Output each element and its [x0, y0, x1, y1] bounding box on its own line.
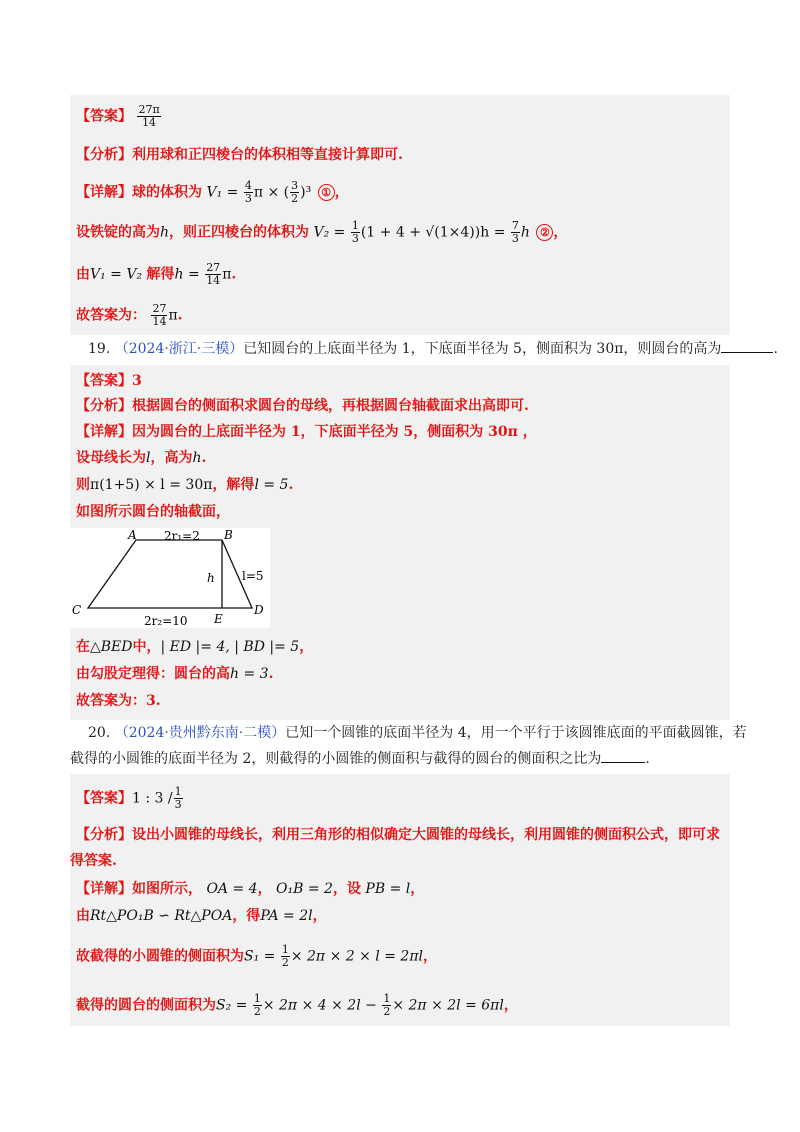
- q18-line3: 由V₁ = V₂ 解得h = $\frac{27}{14}$ π.: [76, 261, 237, 287]
- point-e-label: E: [214, 612, 223, 626]
- circled-two-mark: ②: [536, 224, 553, 241]
- q20-line4: 截得的圆台的侧面积为S₂ = $\frac{1}{2}$ × 2π × 4 × 2l − $\frac{1}{2}$ × 2π × 2l = 6πl，: [76, 992, 518, 1018]
- q18-analysis-line: 【分析】利用球和正四棱台的体积相等直接计算即可.: [76, 147, 403, 163]
- q20-answer-line: 【答案】1 : 3 / $\frac{1}{3}$: [76, 785, 182, 811]
- q19-line5: 在△BED中，| ED |= 4, | BD |= 5，: [76, 639, 314, 655]
- q18-detail-line: 【详解】球的体积为 V₁ = $\frac{4}{3}$ π × ( $\frac{3}{2}$ )³ ① ，: [76, 179, 349, 205]
- q20-detail-line: 【详解】如图所示， OA = 4， O₁B = 2，设 PB = l，: [76, 881, 425, 897]
- slant-label: l=5: [242, 569, 264, 583]
- bottom-base-label: 2r₂=10: [144, 614, 188, 628]
- q20-question-line2: 截得的小圆锥的底面半径为 2，则截得的小圆锥的侧面积与截得的圆台的侧面积之比为 .: [70, 751, 650, 767]
- height-label: h: [207, 571, 215, 585]
- q18-line2: 设铁锭的高为h，则正四棱台的体积为 V₂ = $\frac{1}{3}$ (1 + 4 + √(1×4))h = $\frac{7}{3}$ h ② ，: [76, 219, 568, 245]
- q20-line3: 故截得的小圆锥的侧面积为S₁ = $\frac{1}{2}$ × 2π × 2 × l = 2πl，: [76, 943, 437, 969]
- point-d-label: D: [254, 603, 264, 617]
- q19-line6: 由勾股定理得：圆台的高h = 3.: [76, 666, 274, 682]
- q20-question-line1: 20. （2024·贵州黔东南·二模）已知一个圆锥的底面半径为 4，用一个平行于该圆锥底面的平面截圆锥，若: [88, 725, 747, 741]
- q19-analysis-line: 【分析】根据圆台的侧面积求圆台的母线，再根据圆台轴截面求出高即可.: [76, 398, 529, 414]
- answer-blank: [721, 340, 773, 353]
- q20-analysis-line2: 得答案.: [70, 853, 117, 869]
- q18-solution-block: [70, 95, 730, 335]
- point-c-label: C: [72, 603, 82, 617]
- point-b-label: B: [224, 528, 233, 542]
- trapezoid-axial-section-figure: [70, 528, 270, 628]
- q18-answer-fraction: $\frac{27\pi}{14}$: [138, 103, 160, 129]
- q19-answer-line: 【答案】3: [76, 373, 142, 389]
- circled-one-mark: ①: [318, 184, 335, 201]
- q19-question: 19. （2024·浙江·三模）已知圆台的上底面半径为 1，下底面半径为 5，侧面积为 30π，则圆台的高为 .: [88, 341, 778, 357]
- point-a-label: A: [128, 528, 137, 542]
- q19-line4: 如图所示圆台的轴截面，: [76, 504, 230, 520]
- q20-solution-block: [70, 774, 730, 1026]
- top-base-label: 2r₁=2: [164, 529, 200, 543]
- answer-blank: [601, 750, 645, 763]
- q19-detail-line: 【详解】因为圆台的上底面半径为 1，下底面半径为 5，侧面积为 30π ，: [76, 424, 537, 440]
- q19-line7: 故答案为：3.: [76, 693, 161, 709]
- q18-answer-line: 【答案】 $\frac{27\pi}{14}$: [76, 103, 160, 129]
- q18-line4: 故答案为： $\frac{27}{14}$ π.: [76, 302, 183, 328]
- q20-line2: 由Rt△PO₁B ∽ Rt△POA，得PA = 2l，: [76, 908, 327, 924]
- q19-line3: 则π(1+5) × l = 30π，解得l = 5.: [76, 477, 294, 493]
- q19-line2: 设母线长为l，高为h.: [76, 450, 207, 466]
- q20-analysis-line1: 【分析】设出小圆锥的母线长，利用三角形的相似确定大圆锥的母线长，利用圆锥的侧面积公式，即可求: [76, 827, 720, 843]
